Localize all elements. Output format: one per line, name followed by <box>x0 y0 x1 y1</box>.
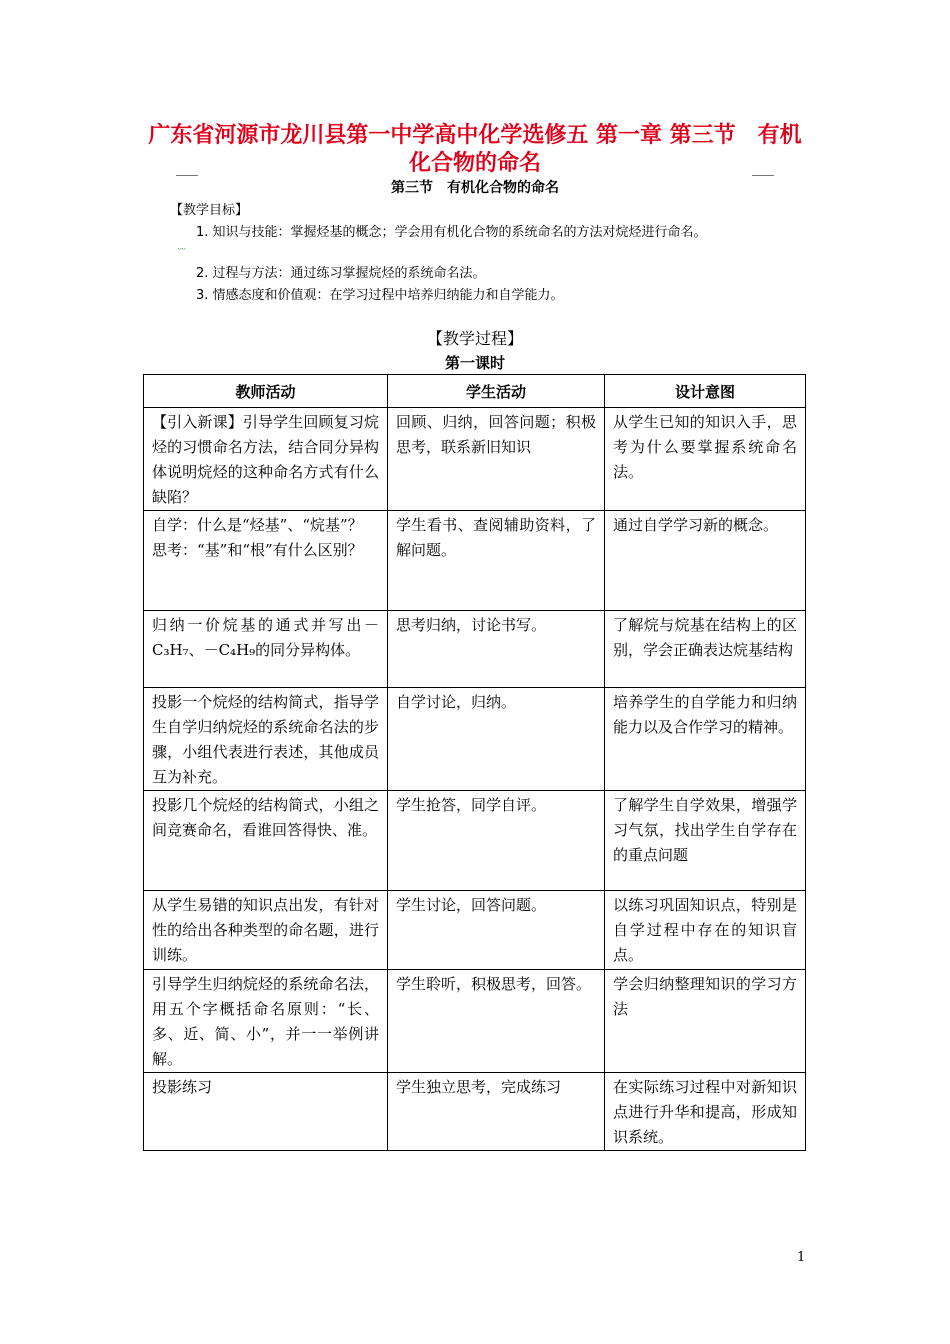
intent-cell: 了解烷与烷基在结构上的区别，学会正确表达烷基结构 <box>605 611 806 688</box>
lesson-title: 第一课时 <box>444 354 505 372</box>
teacher-cell: 引导学生归纳烷烃的系统命名法，用五个字概括命名原则：“长、多、近、简、小”，并一一举例讲解。 <box>144 970 388 1073</box>
process-heading: 【教学过程】 <box>426 329 523 348</box>
table-row <box>144 688 806 791</box>
title-right-dash <box>752 175 774 176</box>
squiggle-mark-icon: ᵕᵕ <box>178 245 186 256</box>
header-student: 学生活动 <box>388 375 605 408</box>
student-cell: 回顾、归纳，回答问题；积极思考，联系新旧知识 <box>388 408 605 511</box>
document-title: 广东省河源市龙川县第一中学高中化学选修五 第一章 第三节 有机化合物的命名 <box>148 123 802 176</box>
goal-item-2: 2. 过程与方法：通过练习掌握烷烃的系统命名法。 <box>196 266 486 281</box>
section-subtitle: 第三节 有机化合物的命名 <box>391 180 559 196</box>
student-cell: 学生讨论，回答问题。 <box>388 891 605 970</box>
goals-heading: 【教学目标】 <box>170 203 249 218</box>
goal-item-3: 3. 情感态度和价值观：在学习过程中培养归纳能力和自学能力。 <box>196 288 564 303</box>
intent-cell: 培养学生的自学能力和归纳能力以及合作学习的精神。 <box>605 688 806 791</box>
student-cell: 自学讨论，归纳。 <box>388 688 605 791</box>
student-cell: 思考归纳，讨论书写。 <box>388 611 605 688</box>
table-row <box>144 611 806 688</box>
teacher-cell <box>144 511 388 611</box>
intent-cell: 以练习巩固知识点，特别是自学过程中存在的知识盲点。 <box>605 891 806 970</box>
teacher-cell: 投影一个烷烃的结构简式，指导学生自学归纳烷烃的系统命名法的步骤，小组代表进行表述，其他成员互为补充。 <box>144 688 388 791</box>
intent-cell: 学会归纳整理知识的学习方法 <box>605 970 806 1073</box>
intent-cell: 从学生已知的知识入手，思考为什么要掌握系统命名法。 <box>605 408 806 511</box>
table-row <box>144 970 806 1073</box>
intent-cell: 在实际练习过程中对新知识点进行升华和提高，形成知识系统。 <box>605 1073 806 1151</box>
teacher-cell: 【引入新课】引导学生回顾复习烷烃的习惯命名方法，结合同分异构体说明烷烃的这种命名方式有什么缺陷？ <box>144 408 388 511</box>
table-row <box>144 791 806 891</box>
teacher-cell: 归纳一价烷基的通式并写出－C₃H₇、－C₄H₉的同分异构体。 <box>144 611 388 688</box>
title-left-dash <box>176 175 198 176</box>
intent-cell: 了解学生自学效果，增强学习气氛，找出学生自学存在的重点问题 <box>605 791 806 891</box>
student-cell: 学生独立思考，完成练习 <box>388 1073 605 1151</box>
teacher-cell: 从学生易错的知识点出发，有针对性的给出各种类型的命名题，进行训练。 <box>144 891 388 970</box>
header-teacher: 教师活动 <box>144 375 388 408</box>
student-cell: 学生聆听，积极思考，回答。 <box>388 970 605 1073</box>
table-row <box>144 1073 806 1151</box>
lesson-plan-table <box>143 374 806 1151</box>
teacher-cell: 投影练习 <box>144 1073 388 1151</box>
table-row <box>144 511 806 611</box>
header-intent: 设计意图 <box>605 375 806 408</box>
student-cell: 学生看书、查阅辅助资料，了解问题。 <box>388 511 605 611</box>
table-row <box>144 891 806 970</box>
teacher-cell: 投影几个烷烃的结构简式，小组之间竞赛命名，看谁回答得快、准。 <box>144 791 388 891</box>
intent-cell: 通过自学学习新的概念。 <box>605 511 806 611</box>
table-row <box>144 408 806 511</box>
teacher-cell-text: 自学：什么是“烃基”、“烷基”？ 思考：“基”和“根”有什么区别？ <box>152 516 363 559</box>
student-cell: 学生抢答，同学自评。 <box>388 791 605 891</box>
table-header-row <box>144 375 806 408</box>
page-number: 1 <box>797 1250 806 1265</box>
goal-item-1: 1. 知识与技能：掌握烃基的概念；学会用有机化合物的系统命名的方法对烷烃进行命名。 <box>196 225 707 240</box>
